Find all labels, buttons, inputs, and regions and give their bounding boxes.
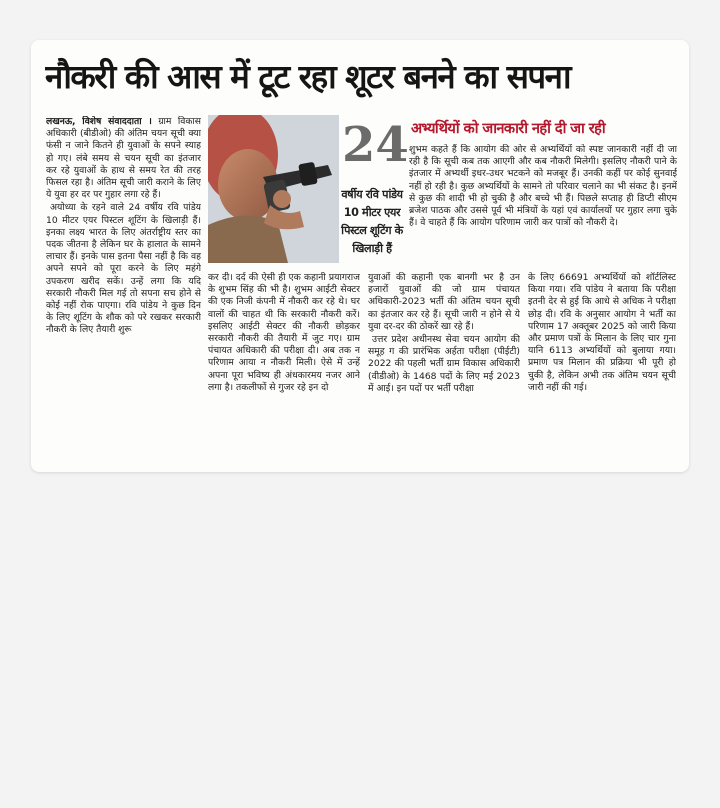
photo-caption-text: वर्षीय रवि पांडेय 10 मीटर एयर पिस्टल शूटिंग के खिलाड़ी हैं xyxy=(341,188,403,255)
column-2 xyxy=(208,272,360,462)
sidebar-text: शुभम कहते हैं कि आयोग की ओर से अभ्यर्थियों को स्पष्ट जानकारी नहीं दी जा रही है कि सूची कब तक आएगी और कब नौकरी मिलेगी। इसलिए नौकरी पाने के इंतजार में अभ्यर्थी इधर-उधर भटकने को मजबूर हैं। उनकी कहीं पर कोई सुनवाई नहीं हो रही है। कुछ अभ्यर्थियों के सामने तो परिवार चलाने का भी संकट है। इनमें से कुछ की शादी भी हो चुकी है और बच्चे भी हैं। पिछले सप्ताह ही डिप्टी सीएम ब्रजेश पाठक और उससे पूर्व भी मंत्रियों के यहां एवं कार्यालयों पर गुहार लगा चुके हैं। वे चाहते हैं कि आयोग परिणाम जारी कर पात्रों को नौकरी दे। xyxy=(409,144,677,229)
newspaper-clipping xyxy=(31,40,689,472)
byline: लखनऊ, विशेष संवाददाता । xyxy=(46,116,152,127)
paragraph-3: कर दी। दर्द की ऐसी ही एक कहानी प्रयागराज के शुभम सिंह की भी है। शुभम आईटी सेक्टर की एक निजी कंपनी में नौकरी कर रहे थे। घर वालों की चाहत थी कि सरकारी नौकरी करें। इसलिए आईटी सेक्टर की नौकरी छोड़कर सरकारी नौकरी की तैयारी में जुट गए। ग्राम पंचायत अधिकारी की परीक्षा दी। अब तक न परिणाम आया न नौकरी मिली। ऐसे में उन्हें अपना पूरा भविष्य ही अंधकारमय नजर आने लगा है। तकलीफों से गुजर रहे इन दो xyxy=(208,272,360,393)
paragraph-1 xyxy=(46,116,201,201)
paragraph-2: अयोध्या के रहने वाले 24 वर्षीय रवि पांडेय 10 मीटर एयर पिस्टल शूटिंग के खिलाड़ी हैं। इनका लक्ष्य भारत के लिए अंतर्राष्ट्रीय स्तर का पदक जीतना है लेकिन घर के हालात के सामने लाचार हैं। इनके पास इतना पैसा नहीं है कि वह अपने सपने को पूरा करने के लिए महंगे उपकरण खरीद सकें। उन्हें लगा कि यदि सरकारी नौकरी मिल गई तो सपना सच होने से कोई नहीं रोक पाएगा। रवि पांडेय ने कुछ दिन के लिए शूटिंग के शौक को परे रखकर सरकारी नौकरी के लिए तैयारी शुरू xyxy=(46,202,201,336)
sidebar-title: अभ्यर्थियों को जानकारी नहीं दी जा रही xyxy=(411,120,606,137)
headline: नौकरी की आस में टूट रहा शूटर बनने का सपना xyxy=(45,57,570,96)
photo-caption-number: 24 xyxy=(342,117,409,173)
paragraph-1-text: ग्राम विकास अधिकारी (बीडीओ) की अंतिम चयन सूची क्या फंसी न जाने कितने ही युवाओं के सपने स्याह हो गए। लंबे समय से चयन सूची का इंतजार कर रहे युवाओं के हाथ से समय रेत की तरह फिसल रहा है। अंतिम सूची जारी कराने के लिए ये युवा हर दर पर गुहार लगा रहे हैं। xyxy=(46,116,201,201)
paragraph-4: युवाओं की कहानी एक बानगी भर है उन हजारों युवाओं की जो ग्राम पंचायत अधिकारी-2023 भर्ती की अंतिम चयन सूची का इंतजार कर रहे हैं। सूची जारी न होने से ये युवा दर-दर की ठोकरें खा रहे हैं। xyxy=(368,272,520,332)
paragraph-6: के लिए 66691 अभ्यर्थियों को शॉर्टलिस्ट किया गया। रवि पांडेय ने बताया कि परीक्षा इतनी देर से हुई कि आधे से अधिक ने परीक्षा छोड़ दी। रवि के अनुसार आयोग ने भर्ती का परिणाम 17 अक्तूबर 2025 को जारी किया और प्रमाण पत्रों के मिलान के लिए चार गुना यानि 6113 अभ्यर्थियों को बुलाया गया। प्रमाण पत्र मिलान की प्रक्रिया भी पूरी हो चुकी है, लेकिन अभी तक अंतिम चयन सूची जारी नहीं की गई। xyxy=(528,272,676,393)
column-1 xyxy=(46,116,201,461)
column-4 xyxy=(528,272,676,462)
column-3 xyxy=(368,272,520,462)
paragraph-5: उत्तर प्रदेश अधीनस्थ सेवा चयन आयोग की समूह ग की प्रारंभिक अर्हता परीक्षा (पीईटी) 2022 की पहली भर्ती ग्राम विकास अधिकारी (वीडीओ) के 1468 पदों के लिए मई 2023 में आई। इन पदों पर भर्ती परीक्षा xyxy=(368,334,520,394)
shooter-with-pistol-icon xyxy=(208,115,339,263)
shooter-photo xyxy=(208,115,339,263)
